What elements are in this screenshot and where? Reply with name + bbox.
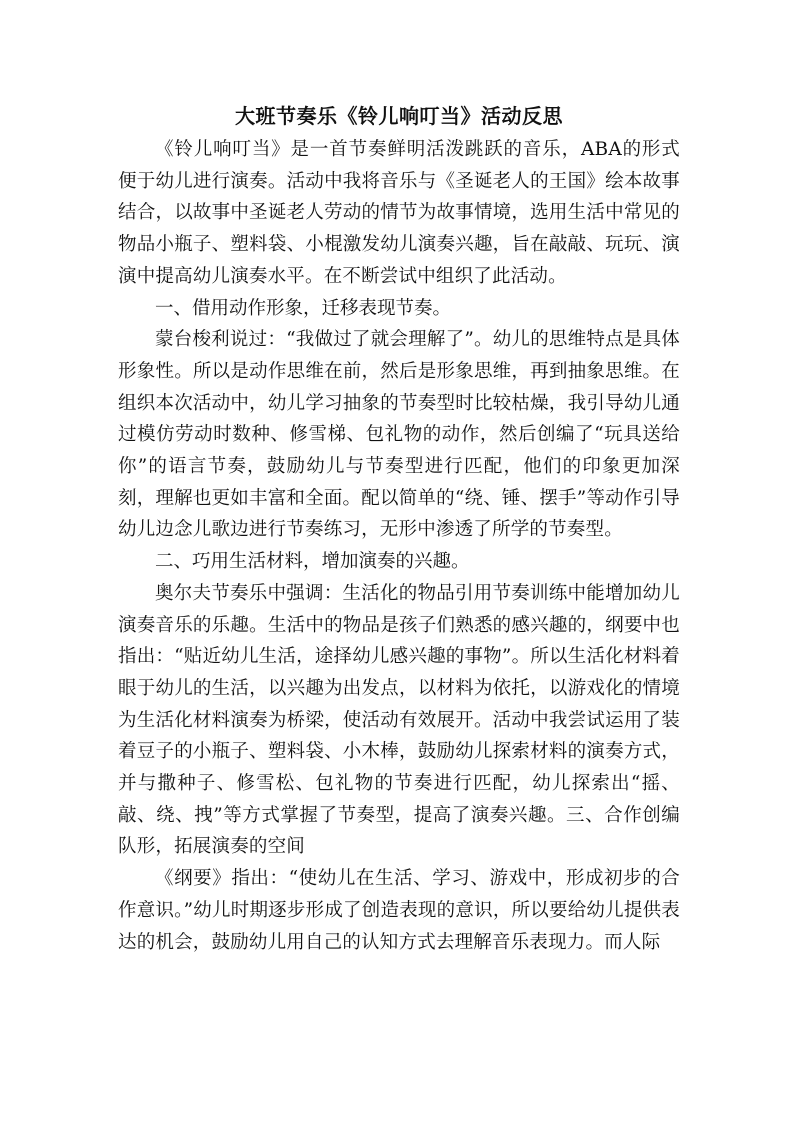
- paragraph-section-3: 《纲要》指出：“使幼儿在生活、学习、游戏中，形成初步的合作意识。”幼儿时期逐步形成了创造表现的意识，所以要给幼儿提供表达的机会，鼓励幼儿用自己的认知方式去理解音乐表现力。而人际: [118, 868, 680, 953]
- document-page: [118, 98, 680, 958]
- section-heading-1: 一、借用动作形象，迁移表现节奏。: [155, 297, 452, 319]
- paragraph-section-1: 蒙台梭利说过：“我做过了就会理解了”。幼儿的思维特点是具体形象性。所以是动作思维在前，然后是形象思维，再到抽象思维。在组织本次活动中，幼儿学习抽象的节奏型时比较枯燥，我引导幼儿通过模仿劳动时数种、修雪梯、包礼物的动作，然后创编了“玩具送给你”的语言节奏，鼓励幼儿与节奏型进行匹配，他们的印象更加深刻，理解也更如丰富和全面。配以简单的“绕、锤、摆手”等动作引导幼儿边念儿歌边进行节奏练习，无形中渗透了所学的节奏型。: [118, 329, 680, 541]
- document-title: 大班节奏乐《铃儿响叮当》活动反思: [235, 104, 563, 128]
- paragraph-section-2: 奥尔夫节奏乐中强调：生活化的物品引用节奏训练中能增加幼儿演奏音乐的乐趣。生活中的物品是孩子们熟悉的感兴趣的，纲要中也指出：“贴近幼儿生活，途择幼儿感兴趣的事物”。所以生活化材料着眼于幼儿的生活，以兴趣为出发点，以材料为依托，以游戏化的情境为生活化材料演奏为桥梁，使活动有效展开。活动中我尝试运用了装着豆子的小瓶子、塑料袋、小木棒，鼓励幼儿探索材料的演奏方式，并与撒种子、修雪松、包礼物的节奏进行匹配，幼儿探索出“摇、敲、绕、拽”等方式掌握了节奏型，提高了演奏兴趣。三、合作创编队形，拓展演奏的空间: [118, 582, 680, 858]
- paragraph-intro: 《铃儿响叮当》是一首节奏鲜明活泼跳跃的音乐，ABA的形式便于幼儿进行演奏。活动中我将音乐与《圣诞老人的王国》绘本故事结合，以故事中圣诞老人劳动的情节为故事情境，选用生活中常见的物品小瓶子、塑料袋、小棍激发幼儿演奏兴趣，旨在敲敲、玩玩、演演中提高幼儿演奏水平。在不断尝试中组织了此活动。: [118, 139, 680, 287]
- section-heading-2: 二、巧用生活材料，增加演奏的兴趣。: [155, 551, 470, 573]
